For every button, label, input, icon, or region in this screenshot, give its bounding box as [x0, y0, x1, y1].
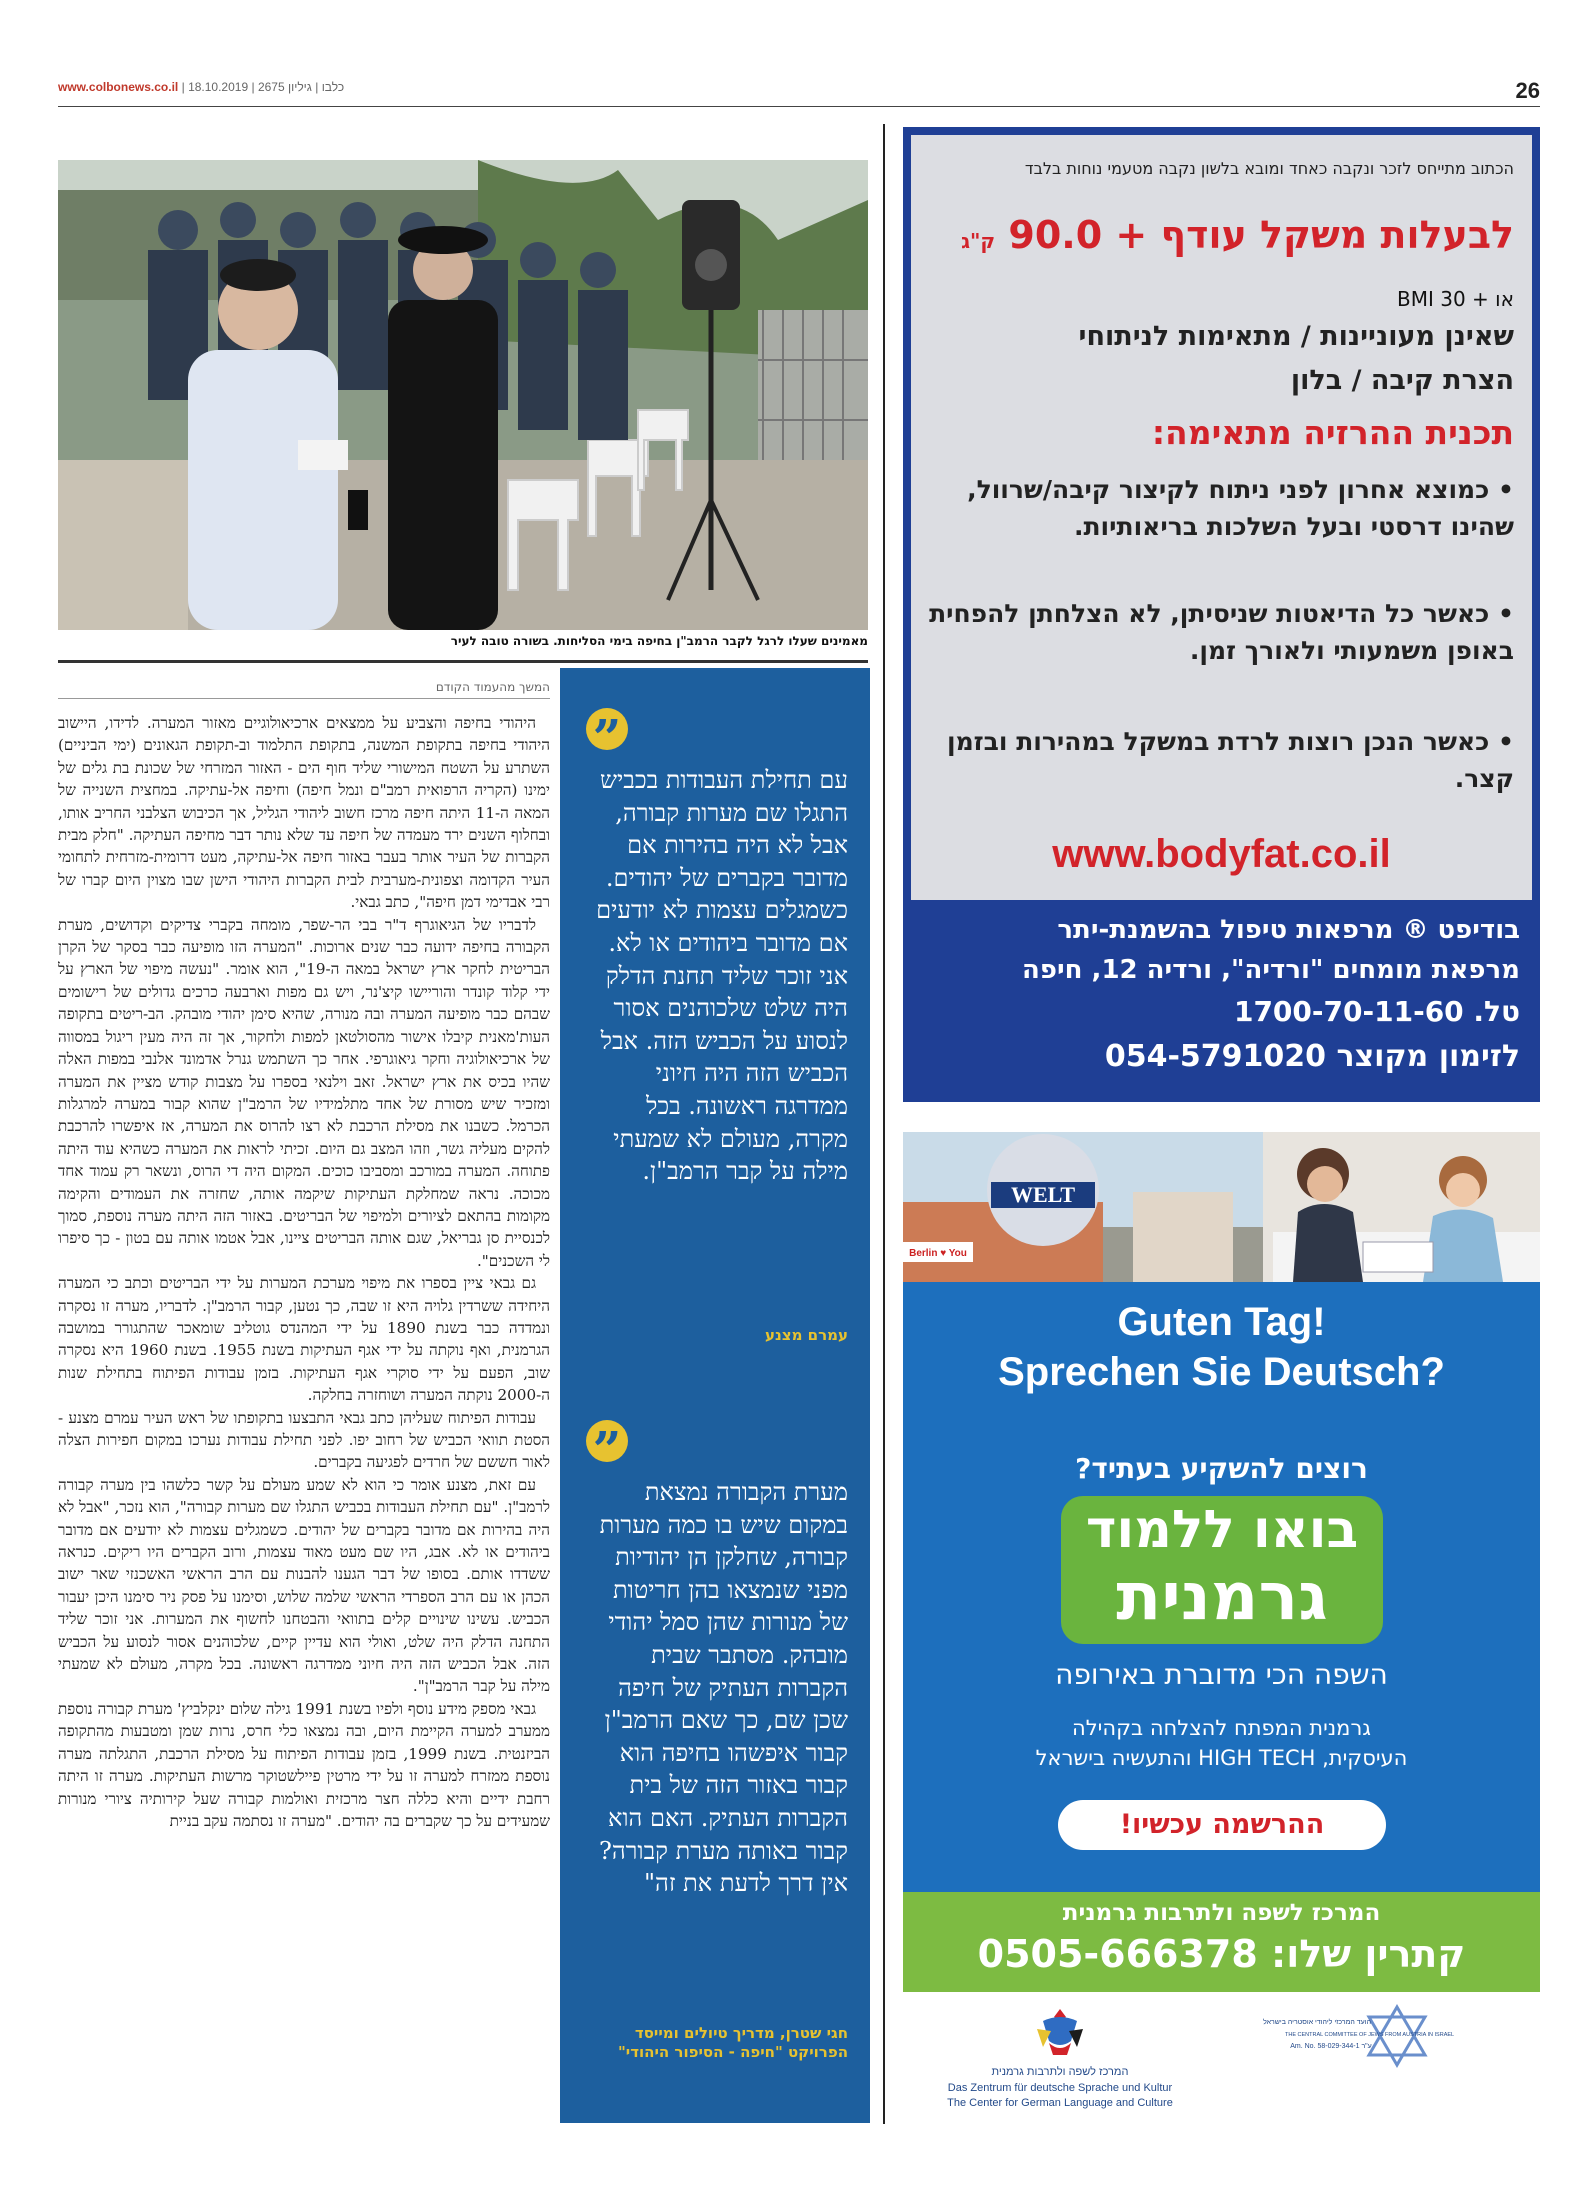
- caption-rule: [58, 660, 868, 663]
- ad-bullet-text: כאשר הנכן רוצות לרדת במשקל במהירות ובזמן קצר.: [946, 727, 1514, 793]
- bodyfat-ad-panel: [911, 135, 1532, 900]
- quote-mark-icon: ”: [586, 708, 628, 750]
- photo-caption: מאמינים שעלו לרגל לקבר הרמב"ן בחיפה בימי הסליחות. בשורה טובה לעיר: [450, 634, 868, 648]
- ad-description-2: העיסקית, HIGH TECH והתעשיה בישראל: [1035, 1746, 1408, 1770]
- bullet-dot-icon: •: [1489, 599, 1514, 628]
- article-paragraph: גבאי מספק מידע נוסף ולפיו בשנת 1991 גילה שלום ינקלביץ' מערת קבורה נוספת ממערב למערה הקיימת היום, ובה נמצאו כלי חרס, נרות שמן ומטבעות מהתקופה הביזנטית. בשנת 1999, בזמן עבודות הפיתוח על מסילת הרכבת, התגלתה מערה נוספת ממזרח למערה זו על ידי מרטין פיילשטוקר מרשות העתיקות. מערה זו היתה רחבת ידיים והיא כללה חצר מרכזית ואולמות קבורה שעל קירותיה ציורי מנורות שמעידים על כך שקברים בה יהודים. "מערה זו נסתמה עקב בניית: [58, 1699, 550, 1830]
- logo-line-1: הועד המרכזי ליהודי אוסטריה בישראל: [1263, 2019, 1371, 2026]
- article-photo: [58, 160, 868, 630]
- ad-bullet-text: כאשר כל הדיאטות שניסיתן, לא הצלחתן להפחית באופן משמעותי ולאורך זמן.: [929, 599, 1514, 665]
- paper-name: כלבו: [321, 80, 345, 94]
- article-paragraph: עם זאת, מצנע אומר כי הוא לא שמע מעולם על קשר כלשהו בין מערה קבורה לרמב"ן. "עם תחילת העבודות בכביש התגלו שם מערות קבורה", הוא נזכר, "אבל לא היה בהירות אם מדובר בקברים של יהודים. כשמגלים עצמות לא יודעים אם מדובר ביהודים או לא. אבג, היו שם מעט מאוד עצמות, ורוב הקברים היו ריקים. כנראה ששדדו אותם. בסופו של דבר הגענו להבנות עם הרב הראשי האשכנזי שאר ישוב הכהן או עם הרב הספרדי הראשי שלמה שלוש, וסימנו על פסק ניר סימנו היכן יעבור הכביש. עשינו שינויים קלים בתוואי והבטחנו לחשוף את המערות. אני זוכר שליד התחנה הדלק היה שלט, ואולי הוא עדיין קיים, שלכוהנים אסור לנסוע על הכביש הזה. אבל הכביש הזה היה חיוני ממדרגה ראשונה. בכל מקרה, מעולם לא שמעתי מילה על קבר הרמב"ן".: [58, 1475, 550, 1696]
- page-header-info: [58, 80, 344, 94]
- ad-clinic-line: מרפאת מומחים "ורדיה", ורדיה 12, חיפה: [1022, 955, 1520, 985]
- ad-callout-box: [1061, 1496, 1383, 1644]
- bodyfat-ad[interactable]: [903, 127, 1540, 1102]
- logo-line-1: המרכז לשפה ולתרבות גרמנית: [991, 2066, 1129, 2078]
- ad-brand-line: בודיפט ® מרפאות טיפול בהשמנת-יתר: [1057, 915, 1520, 945]
- ad-question: רוצים להשקיע בעתיד?: [1075, 1452, 1368, 1485]
- pull-quote-author: חגי שטרן, מדריך טיולים ומייסד הפרויקט "חיפה - הסיפור היהודי": [617, 2024, 848, 2061]
- ad-contact-bar: [903, 1892, 1540, 1992]
- ad-headline-text: לבעלות משקל עודף + 90.0: [1008, 213, 1514, 257]
- sign-text: Berlin ♥ You: [909, 1248, 967, 1259]
- ad-headline-unit: ק"ג: [961, 229, 996, 253]
- header-separator: |: [251, 80, 255, 94]
- logo-line-2: Das Zentrum für deutsche Sprache und Kultur: [947, 2082, 1173, 2094]
- page-number: 26: [1515, 78, 1540, 103]
- continued-rule: [58, 698, 550, 699]
- continued-label: המשך מהעמוד הקודם: [435, 680, 550, 694]
- quote-mark-icon: ”: [586, 1420, 628, 1462]
- ad-bmi-line: או + 30 BMI: [1397, 287, 1514, 311]
- german-course-ad[interactable]: [903, 1132, 1540, 1992]
- ad-headline: [925, 213, 1514, 257]
- article-body: [58, 712, 550, 2124]
- ad-center-name: המרכז לשפה ולתרבות גרמנית: [1062, 1900, 1381, 1926]
- ad-subhead: תכנית ההרזיה מתאימה:: [1151, 413, 1514, 452]
- header-rule: [58, 106, 1540, 107]
- ad-line-1: שאינן מעוניינות / מתאימות לניתוחי: [1078, 321, 1514, 352]
- ad-description-1: גרמנית המפתח להצלחה בקהילה: [1072, 1716, 1371, 1740]
- ad-contact-phone[interactable]: קתרין שלו: 0505-666378: [977, 1932, 1466, 1976]
- article-paragraph: עבודות הפיתוח שעליהן כתב גבאי התבצעו בתקופתו של ראש העיר עמרם מצנע - הסטת תוואי הכביש של רחוב יפו. לפני תחילת עבודות נערכו במקום חפירות הצלה לאור חששם של חרדים לפגיעה בקברים.: [58, 1408, 550, 1472]
- header-separator: |: [181, 80, 185, 94]
- logo-line-2: THE CENTRAL COMMITTEE OF JEWS FROM AUSTRIA IN ISRAEL: [1285, 2032, 1455, 2038]
- site-url[interactable]: www.colbonews.co.il: [58, 80, 179, 94]
- bullet-dot-icon: •: [1489, 727, 1514, 756]
- article-paragraph: לדבריו של הגיאוגרף ד"ר בבי הר-שפר, מומחה בקברי צדיקים וקדושים, מערת הקבורה בחיפה ידועה כבר שנים ארוכות. "המערה הזו מופיעה כבר בסקר של הקרן הבריטית לחקר ארץ ישראל במאה ה-19", הוא אומר. "נעשה מיפוי של הארץ על ידי קלוד קונדר והוריישו קיצ'נר, ויש גם מפות וארבעה כרכים גדולים של רישומים שבהם כבר מופיעה המערה ובה מנורה, שהיא סימן יהודי מובהק. הב-ריטים בתקופה העות'מאנית קיבלו אישור מהסולטאן למפות ולחקור, אך זה היה מעין ריגול במסווה של ארכיאולוגיה וחקר גיאוגרפי. אחר כך השתמש גנרל אדמונד אלנבי במפות האלה שהיו בכיס את ארץ ישראל. זאב וילנאי בספרו על מצבות קודש מציין את המערה ומזכיר שיש מסורת של אחד מתלמידיו של הרמב"ן שהוא קבור במערה למרגלות הכרמל. כשבנו את מסילת הרכבת לא רצו להרוס את המערה, אז איפשרו להרכבת להקים מעליה גשר, וזהו המצב גם היום. זכיתי לראות את המערה כשהיא עוד היתה פתוחה. המערה במורכב ומסביבו כוכים. המקום היה די הרוס, ונשאר רק עמוד אחד מכוכה. נראה שמחלקת העתיקות שיקמה אותה, שחזרה את העמודים והקימה מקומות בהתאם לציורים ולמיפוי של הבריטים. באזור הזה היתה מערה נוספת, סמוך לכנסיית סן גבריאל, שגם אותה הבריטים ציינו, אבל אטמו אותה עם בטון - כך סיפרו לי השכנים".: [58, 915, 550, 1270]
- pull-quote-text: עם תחילת העבודות בכביש התגלו שם מערות קבורה, אבל לא היה בהירות אם מדובר בקברים של יהודים. כשמגלים עצמות לא יודעים אם מדובר ביהודים או לא. אני זוכר שליד תחנת הדלק היה שלט שלכוהנים אסור לנסוע על הכביש הזה. אבל הכביש הזה היה חיוני ממדרגה ראשונה. בכל מקרה, מעולם לא שמעתי מילה על קבר הרמב"ן.: [596, 766, 848, 1186]
- ad-bullet: [921, 471, 1514, 545]
- issue-number: גיליון 2675: [257, 80, 312, 94]
- article-paragraph: גם גבאי ציין בספרו את מיפוי מערכת המערות על ידי הבריטים וכתב כי המערה היחידה ששרדין גלויה היא זו שבה, כך נטען, קבור הרמב"ן. לדבריו, מערה זו נסקרה ונמדדה כבר בשנת 1890 על ידי המהנדס גוטליב שומאכר שהתגורר במושבה הגרמנית, ואף נוקתה על ידי אגף העתיקות בשנת 1955. בשנת 1960 היא נסקרה שוב, הפעם על ידי סוקרי אגף העתיקות. בזמן עבודות הפיתוח בתחילת שנות ה-2000 נוקתה המערה ושוחזרה בחלקה.: [58, 1274, 550, 1405]
- ad-title-1: Guten Tag!: [1117, 1300, 1326, 1344]
- balloon-text: WELT: [1010, 1182, 1076, 1207]
- pull-quote-text: מערת הקבורה נמצאת במקום שיש בו כמה מערות קבורה, שחלקן הן יהודיות מפני שנמצאו בהן חריטות של מנורות שהן סמל יהודי מובהק. מסתבר שבית הקברות העתיק של חיפה שכן שם, כך שאם הרמב"ן קבור איפשהו בחיפה הוא קבור באזור הזה של בית הקברות העתיק. האם הוא קבור באותה מערת קבורה? אין דרך לדעת את זה": [598, 1478, 848, 1898]
- ad-bullet: [921, 595, 1514, 669]
- logo-line-3: The Center for German Language and Culture: [947, 2097, 1173, 2109]
- ad-mobile-line[interactable]: לזימון מקוצר 054-5791020: [1104, 1039, 1520, 1074]
- ad-bullet: [921, 723, 1514, 797]
- german-center-logo: [945, 2003, 1175, 2118]
- bullet-dot-icon: •: [1489, 475, 1514, 504]
- ad-line-2: הצרת קיבה / בלון: [1290, 365, 1514, 396]
- ad-title-2: Sprechen Sie Deutsch?: [998, 1350, 1445, 1394]
- article-paragraph: היהודי בחיפה והצביע על ממצאים ארכיאולוגיים מאזור המערה. לדידו, היישוב היהודי בחיפה בתקופת המשנה, בתקופת התלמוד וב-תקופת הגאונים (ימי הביניים) השתרע על השטח המישורי שליד חוף הים - האזור המזרחי של שכונת בת גלים של ימינו (הקריה הרפואית רמב"ם ונמל חיפה) וחיפה אל-עתיקה. במחצית השנייה של המאה ה-11 היתה חיפה מרכז חשוב ליהודי הגליל, אך הכיבוש הצלבני החריב אותו, ובחלוף השנים ירד מעמדה של חיפה עד שלא נותר דבר מחיפה העתיקה. "חלק מבית הקברות של העיר אותר בעבר באזור חיפה אל-עתיקה, מעט דרומית-מזרחית לתחומי העיר הקדומה וצפונית-מערבית לבית הקברות היהודי הישן שבו מצוין היום קברו של רבי אבדימי דמן חיפה", כתב גבאי.: [58, 714, 550, 912]
- ad-bullet-text: כמוצא אחרון לפני ניתוח לקיצור קיבה/שרוול, שהינו דרסטי ובעל השלכות בריאותיות.: [967, 475, 1514, 541]
- pull-quotes-column: [560, 668, 870, 2123]
- header-separator: |: [315, 80, 319, 94]
- ad-disclaimer: הכתוב מתייחס לזכר ונקבה כאחד ומובא בלשון נקבה מטעמי נוחות בלבד: [1024, 159, 1514, 178]
- issue-date: 18.10.2019: [188, 80, 249, 94]
- ad-callout-line-2: גרמנית: [1116, 1558, 1328, 1635]
- column-divider: [883, 124, 885, 2124]
- ad-callout-line-1: בואו ללמוד: [1085, 1500, 1359, 1560]
- austria-committee-logo: [1263, 2003, 1510, 2118]
- register-now-button[interactable]: ההרשמה עכשיו!: [1058, 1800, 1386, 1850]
- logo-line-3: Am. No. 58-029-344-1 ע"ר: [1290, 2043, 1372, 2050]
- german-center-emblem-icon: [945, 2003, 1175, 2063]
- ad-photo: [903, 1132, 1540, 1282]
- pull-quote-author: עמרם מצנע: [765, 1326, 848, 1344]
- ad-phone-line[interactable]: טל. 1700-70-11-60: [1233, 995, 1520, 1028]
- ad-language-line: השפה הכי מדוברת באירופה: [1055, 1658, 1388, 1691]
- ad-website-link[interactable]: www.bodyfat.co.il: [1052, 832, 1391, 876]
